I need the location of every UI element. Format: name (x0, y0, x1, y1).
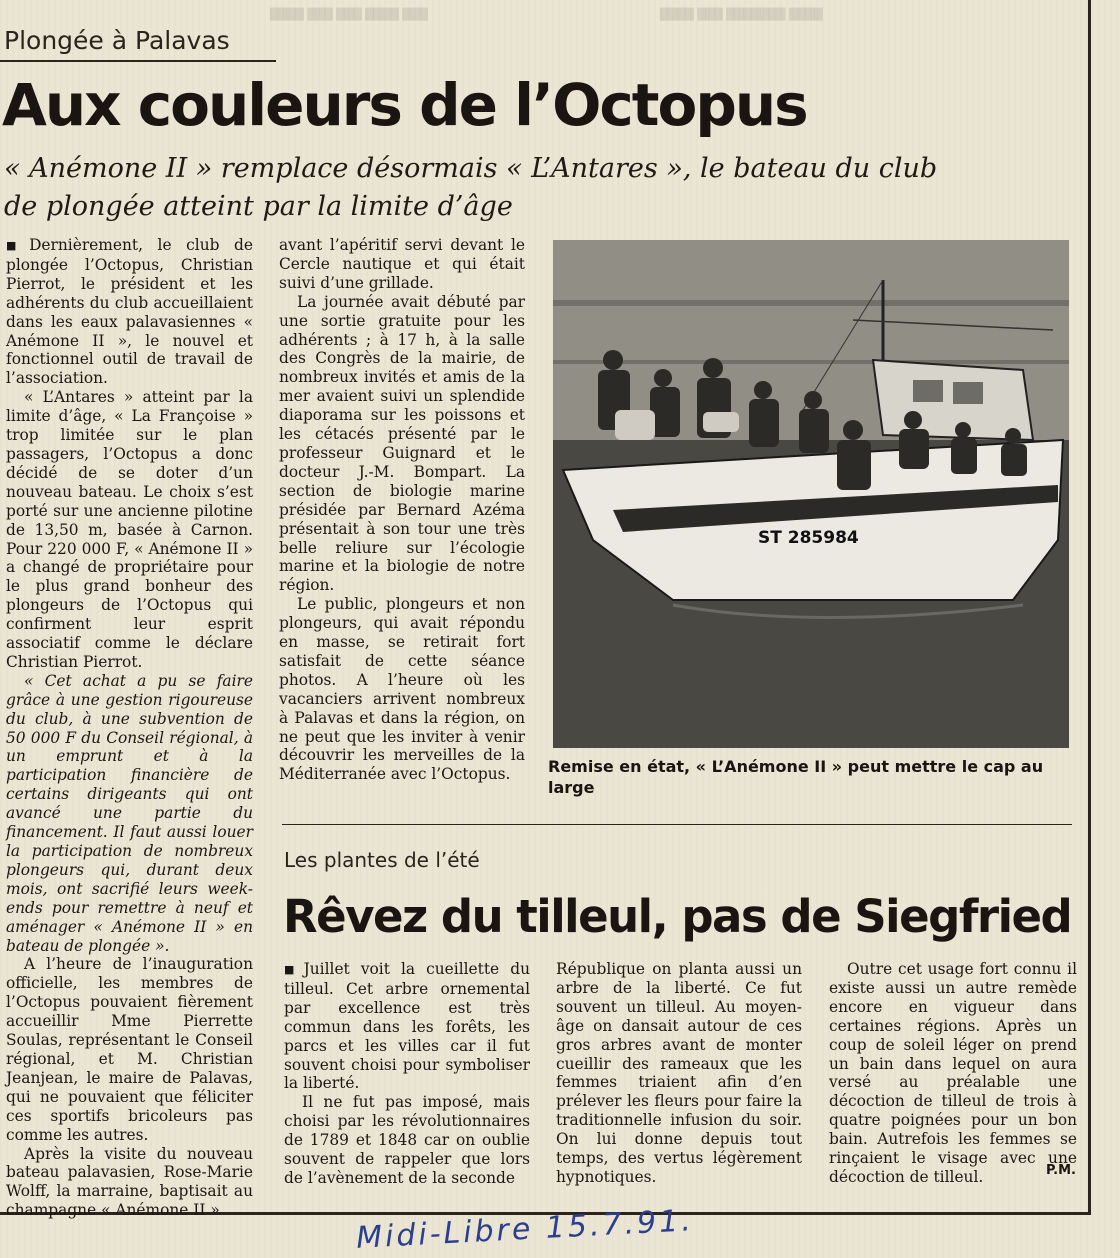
article2-column-2 (556, 960, 802, 1187)
paragraph: Outre cet usage fort connu il existe aussi un autre remède encore en vigueur dans certaines régions. Après un coup de soleil léger on prend un bain dans lequel on aura versé au préalable une décoction de tilleul de trois à quatre poignées pour un bon bain. Autrefois les femmes se rinçaient le visage avec une décoction de tilleul. (829, 960, 1077, 1186)
paragraph: « L’Antares » atteint par la limite d’âge, « La Françoise » trop limitée sur le plan passagers, l’Octopus a donc décidé de se doter d’un nouveau bateau. Le choix s’est porté sur une ancienne pilotine de 13,50 m, basée à Carnon. Pour 220 000 F, « Anémone II » a changé de propriétaire pour le plus grand bonheur des plongeurs de l’Octopus qui confirment leur esprit associatif comme le déclare Christian Pierrot. (6, 388, 253, 671)
article-headline: Aux couleurs de l’Octopus (2, 71, 807, 139)
boat-photo (553, 240, 1069, 748)
photo-caption: Remise en état, « L’Anémone II » peut mettre le cap au large (548, 757, 1044, 797)
paragraph: Après la visite du nouveau bateau palavasien, Rose-Marie Wolff, la marraine, baptisait au champagne « Anémone II » (6, 1144, 253, 1220)
paragraph: Il ne fut pas imposé, mais choisi par les révolutionnaires de 1789 et 1848 car on oublie souvent de rappeler que lors de l’avènement de la seconde (284, 1093, 530, 1187)
paragraph: ■ Dernièrement, le club de plongée l’Octopus, Christian Pierrot, le président et les adhérents du club accueillaient dans les eaux palavasiennes « Anémone II », le nouvel et fonctionnel outil de travail de l’association. (6, 236, 253, 388)
boat-photo-illustration (553, 240, 1069, 748)
paragraph: République on planta aussi un arbre de la liberté. Ce fut souvent un tilleul. Au moyen-âge on dansait autour de ces gros arbres avant de monter cueillir des rameaux que les femmes triaient afin d’en prélever les fleurs pour faire la traditionnelle infusion du soir. On lui donne depuis tout temps, des vertus légèrement hypnotiques. (556, 960, 802, 1186)
bleed-through-text: ████ ███ ███████ ████ (660, 8, 823, 21)
article1-column-2 (279, 236, 525, 784)
article-rubric: Plongée à Palavas (4, 26, 230, 55)
paragraph: A l’heure de l’inauguration officielle, les membres de l’Octopus pouvaient fièrement accueillir Mme Pierrette Soulas, représentant le Conseil régional, et M. Christian Jeanjean, le maire de Palavas, qui ne pouvaient que féliciter ces sportifs bricoleurs pas comme les autres. (6, 955, 253, 1144)
article2-column-1 (284, 960, 530, 1188)
hull-registration: ST 285984 (758, 528, 859, 548)
paragraph-marker-icon: ■ (6, 239, 27, 252)
article-separator (282, 824, 1072, 825)
handwritten-source-note: Midi-Libre 15.7.91. (355, 1203, 695, 1256)
author-byline: P.M. (1046, 1163, 1076, 1178)
article2-headline: Rêvez du tilleul, pas de Siegfried (283, 890, 1072, 943)
article1-column-1 (6, 236, 253, 1220)
article2-column-3 (829, 960, 1077, 1187)
paragraph: ■ Juillet voit la cueillette du tilleul. Cet arbre ornemental par excellence est très commun dans les forêts, les parcs et les villes car il fut souvent choisi pour symboliser la liberté. (284, 960, 530, 1093)
paragraph-marker-icon: ■ (284, 963, 301, 976)
article2-rubric: Les plantes de l’été (284, 848, 480, 872)
paragraph: La journée avait débuté par une sortie gratuite pour les adhérents ; à 17 h, à la salle des Congrès de la mairie, de nombreux invités et amis de la mer avaient suivi un splendide diaporama sur les poissons et les cétacés présenté par le professeur Guignard et le docteur J.-M. Bompart. La section de biologie marine présidée par Bernard Azéma présentait à son tour une très belle reliure sur l’écologie marine et la biologie de notre région. (279, 292, 525, 595)
paragraph: Le public, plongeurs et non plongeurs, qui avait répondu en masse, se retirait fort satisfait de cette séance photos. A l’heure où les vacanciers arrivent nombreux à Palavas et dans la région, on ne peut que les inviter à venir découvrir les merveilles de la Méditerranée avec l’Octopus. (279, 595, 525, 784)
paragraph: avant l’apéritif servi devant le Cercle nautique et qui était suivi d’une grillade. (279, 236, 525, 292)
rubric-underline (0, 60, 276, 62)
bleed-through-text: ████ ███ ███ ████ ███ (270, 8, 428, 21)
quote-paragraph: « Cet achat a pu se faire grâce à une gestion rigoureuse du club, à une subvention de 50 000 F du Conseil régional, à un emprunt et à la participation financière de certains dirigeants qui ont avancé une partie du financement. Il faut aussi louer la participation de nombreux plongeurs qui, durant deux mois, ont sacrifié leurs week-ends pour remettre à neuf et aménager « Anémone II » en bateau de plongée ». (6, 671, 253, 955)
article-subheadline: « Anémone II » remplace désormais « L’Antares », le bateau du club de plongée atteint par la limite d’âge (4, 153, 938, 222)
